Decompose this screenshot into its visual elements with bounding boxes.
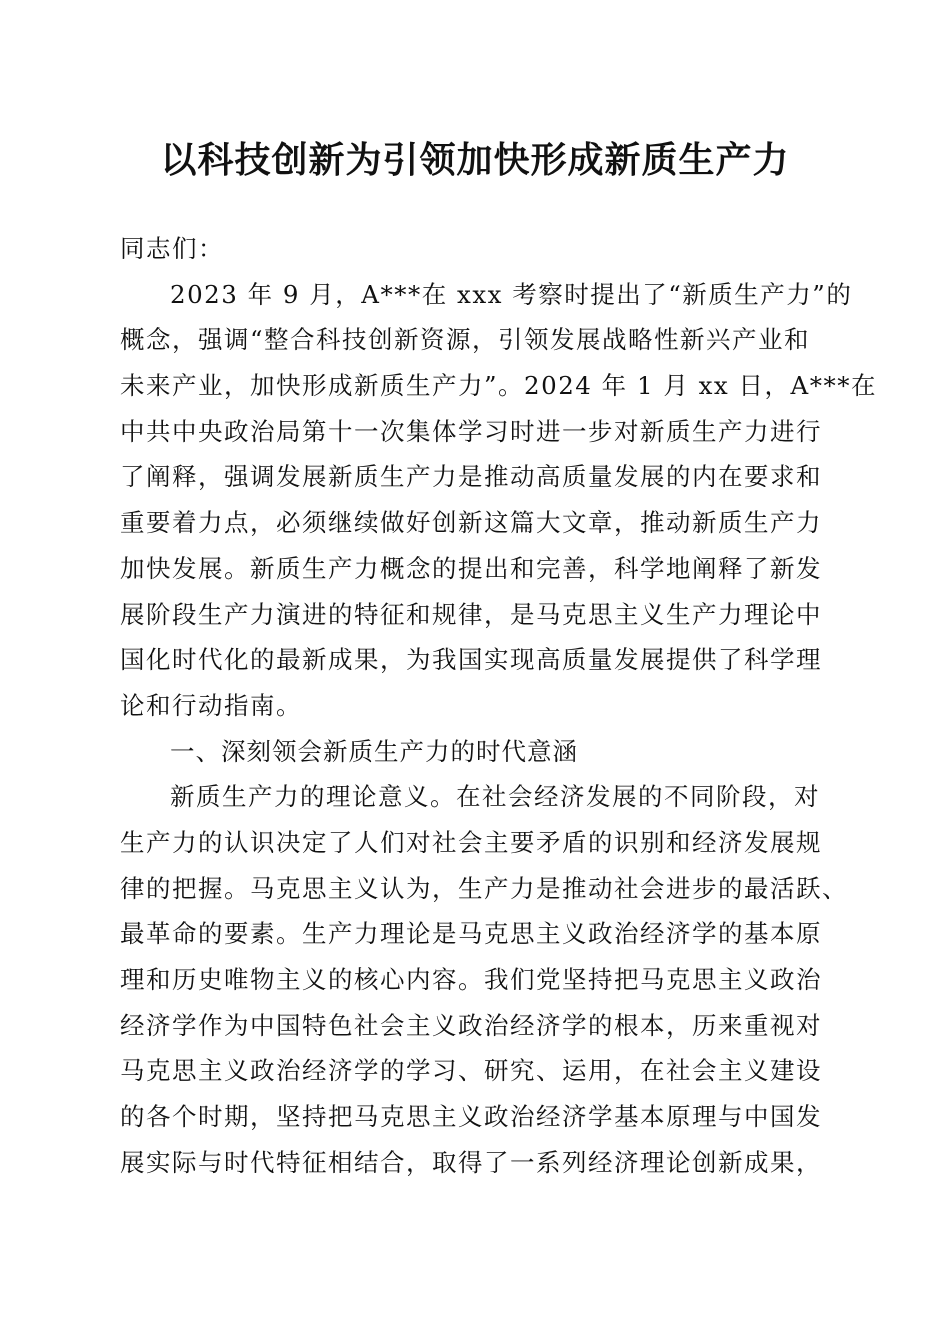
paragraph-line: 中共中央政治局第十一次集体学习时进一步对新质生产力进行: [120, 416, 822, 446]
paragraph-line: 经济学作为中国特色社会主义政治经济学的根本，历来重视对: [120, 1010, 822, 1040]
paragraph-line: 概念，强调“整合科技创新资源，引领发展战略性新兴产业和: [120, 325, 811, 355]
salutation: 同志们：: [120, 234, 224, 263]
paragraph-theory: [120, 774, 848, 1185]
paragraph-line: 的各个时期，坚持把马克思主义政治经济学基本原理与中国发: [120, 1102, 822, 1132]
paragraph-line: 2023 年 9 月，A***在 xxx 考察时提出了“新质生产力”的: [170, 279, 853, 309]
document-title: 以科技创新为引领加快形成新质生产力: [160, 139, 790, 181]
document-body: [120, 226, 877, 1185]
paragraph-line: 重要着力点，必须继续做好创新这篇大文章，推动新质生产力: [120, 508, 822, 538]
paragraph-line: 理和历史唯物主义的核心内容。我们党坚持把马克思主义政治: [120, 965, 822, 994]
paragraph-line: 马克思主义政治经济学的学习、研究、运用，在社会主义建设: [120, 1056, 822, 1086]
paragraph-line: 了阐释，强调发展新质生产力是推动高质量发展的内在要求和: [120, 462, 822, 492]
paragraph-intro: [120, 272, 877, 729]
paragraph-line: 新质生产力的理论意义。在社会经济发展的不同阶段，对: [170, 782, 820, 812]
paragraph-line: 生产力的认识决定了人们对社会主要矛盾的识别和经济发展规: [120, 827, 822, 857]
section-heading: 一、深刻领会新质生产力的时代意涵: [170, 736, 578, 766]
paragraph-line: 未来产业，加快形成新质生产力”。2024 年 1 月 xx 日，A***在: [120, 371, 877, 401]
paragraph-line: 律的把握。马克思主义认为，生产力是推动社会进步的最活跃、: [120, 873, 848, 903]
paragraph-line: 展阶段生产力演进的特征和规律，是马克思主义生产力理论中: [120, 599, 822, 629]
paragraph-line: 最革命的要素。生产力理论是马克思主义政治经济学的基本原: [120, 919, 822, 949]
paragraph-line: 论和行动指南。: [120, 690, 302, 720]
paragraph-line: 加快发展。新质生产力概念的提出和完善，科学地阐释了新发: [120, 553, 822, 583]
paragraph-line: 展实际与时代特征相结合，取得了一系列经济理论创新成果，: [120, 1147, 822, 1177]
paragraph-line: 国化时代化的最新成果，为我国实现高质量发展提供了科学理: [120, 645, 822, 675]
